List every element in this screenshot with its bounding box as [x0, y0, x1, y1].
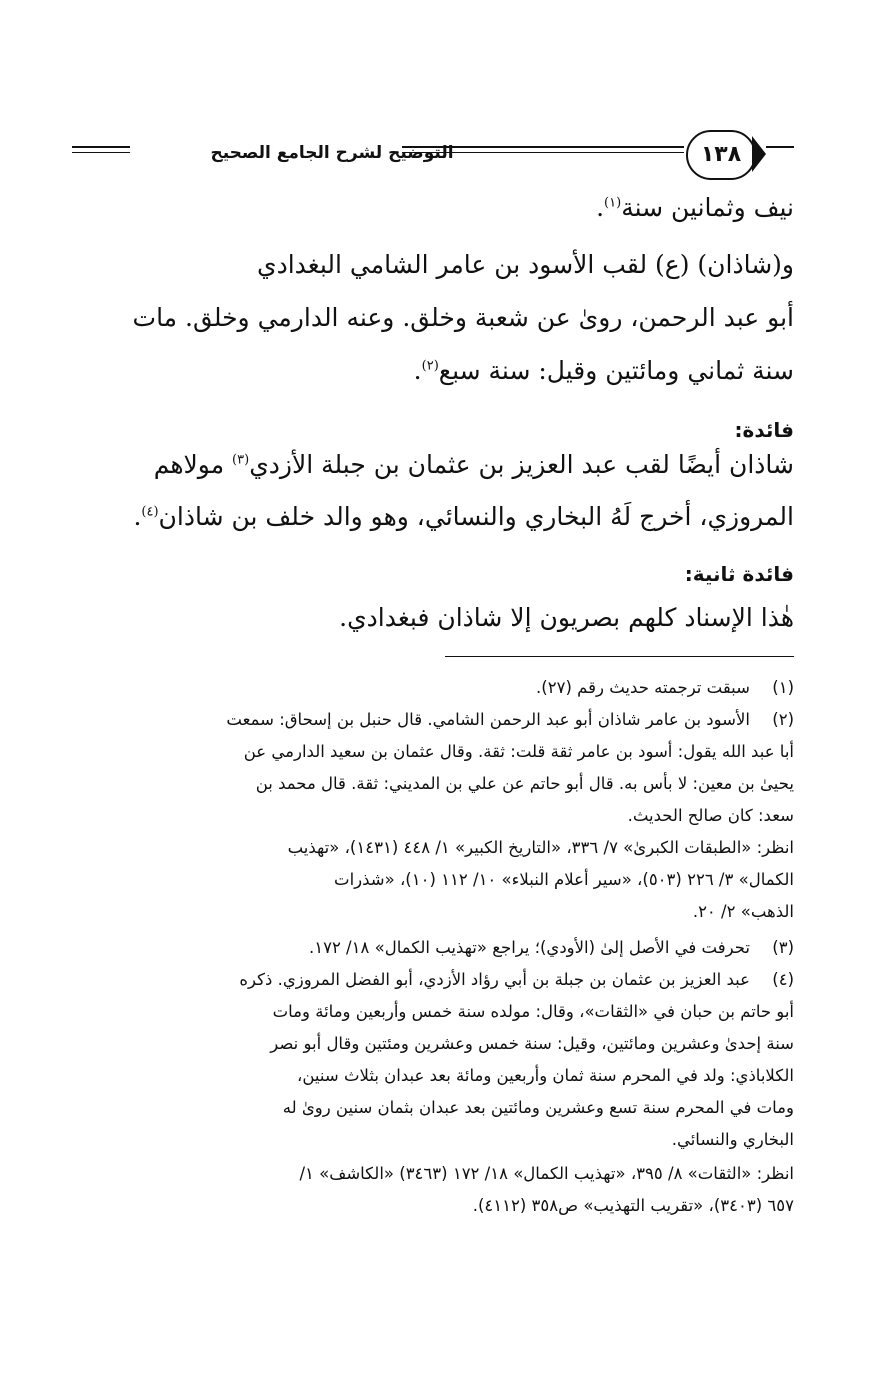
footnote-text: الكمال» ٣/ ٢٢٦ (٥٠٣)، «سير أعلام النبلاء» ١٠/ ١١٢ (١٠)، «شذرات: [334, 870, 794, 889]
footnote-separator: [445, 656, 794, 657]
footnote-text: الأسود بن عامر شاذان أبو عبد الرحمن الشامي. قال حنبل بن إسحاق: سمعت: [226, 710, 750, 729]
footnote-text: ومات في المحرم سنة تسع وعشرين ومائتين بعد عبدان بثمان سنين رویٰ له: [282, 1098, 794, 1117]
section-heading: فائدة ثانية:: [684, 562, 794, 586]
main-text: [72, 0, 794, 650]
footnote-text: سعد: كان صالح الحديث.: [627, 806, 794, 825]
footnote-text: سبقت ترجمته حديث رقم (٢٧).: [536, 678, 750, 697]
text-line: نيف وثمانين سنة$^{(١)}$.: [596, 193, 794, 222]
footnote-text: انظر: «الطبقات الكبرىٰ» ٧/ ٣٣٦، «التاريخ الكبير» ١/ ٤٤٨ (١٤٣١)، «تهذيب: [287, 838, 794, 857]
text-line: شاذان أيضًا لقب عبد العزيز بن عثمان بن جبلة الأزدي$^{(٣)}$ مولاهم: [153, 450, 794, 479]
footnote-text: عبد العزيز بن عثمان بن جبلة بن أبي رؤاد الأزدي، أبو الفضل المروزي. ذكره: [239, 970, 750, 989]
footnotes: [72, 672, 794, 1312]
book-title: التوضيح لشرح الجامع الصحيح: [210, 143, 454, 163]
page-number: ١٣٨: [686, 130, 756, 180]
text-line: سنة ثماني ومائتين وقيل: سنة سبع$^{(٢)}$.: [413, 356, 794, 385]
footnote-text: الذهب» ٢/ ٢٠.: [692, 902, 794, 921]
footnote-text: أبا عبد الله يقول: أسود بن عامر ثقة قلت: ثقة. وقال عثمان بن سعيد الدارمي عن: [243, 742, 794, 761]
footnote-number: (٢): [772, 710, 794, 729]
footnote-number: (٤): [772, 970, 794, 989]
footnote-text: الكلاباذي: ولد في المحرم سنة ثمان وأربعين ومائة بعد عبدان بثلاث سنين،: [297, 1066, 794, 1085]
section-heading: فائدة:: [734, 418, 794, 442]
text-line: و(شاذان) (ع) لقب الأسود بن عامر الشامي البغدادي: [257, 250, 794, 279]
text-line: أبو عبد الرحمن، رویٰ عن شعبة وخلق. وعنه الدارمي وخلق. مات: [132, 303, 794, 332]
footnote-text: سنة إحدىٰ وعشرين ومائتين، وقيل: سنة خمس وعشرين ومئتين وقال أبو نصر: [270, 1034, 794, 1053]
footnote-number: (١): [772, 678, 794, 697]
text-line: المروزي، أخرج لَهُ البخاري والنسائي، وهو والد خلف بن شاذان$^{(٤)}$.: [133, 502, 794, 531]
footnote-text: ٦٥٧ (٣٤٠٣)، «تقريب التهذيب» ص٣٥٨ (٤١١٢).: [472, 1196, 794, 1215]
footnote-text: أبو حاتم بن حبان في «الثقات»، وقال: مولده سنة خمس وأربعين ومائة ومات: [272, 1002, 794, 1021]
footnote-text: يحيىٰ بن معين: لا بأس به. قال أبو حاتم عن علي بن المديني: ثقة. قال محمد بن: [255, 774, 794, 793]
footnote-text: تحرفت في الأصل إلىٰ (الأودي)؛ يراجع «تهذيب الكمال» ١٨/ ١٧٢.: [308, 938, 750, 957]
footnote-text: انظر: «الثقات» ٨/ ٣٩٥، «تهذيب الكمال» ١٨/ ١٧٢ (٣٤٦٣) «الكاشف» ١/: [299, 1164, 794, 1183]
text-line: هٰذا الإسناد كلهم بصريون إلا شاذان فبغدادي.: [339, 603, 794, 632]
footnote-text: البخاري والنسائي.: [671, 1130, 794, 1149]
footnote-number: (٣): [772, 938, 794, 957]
